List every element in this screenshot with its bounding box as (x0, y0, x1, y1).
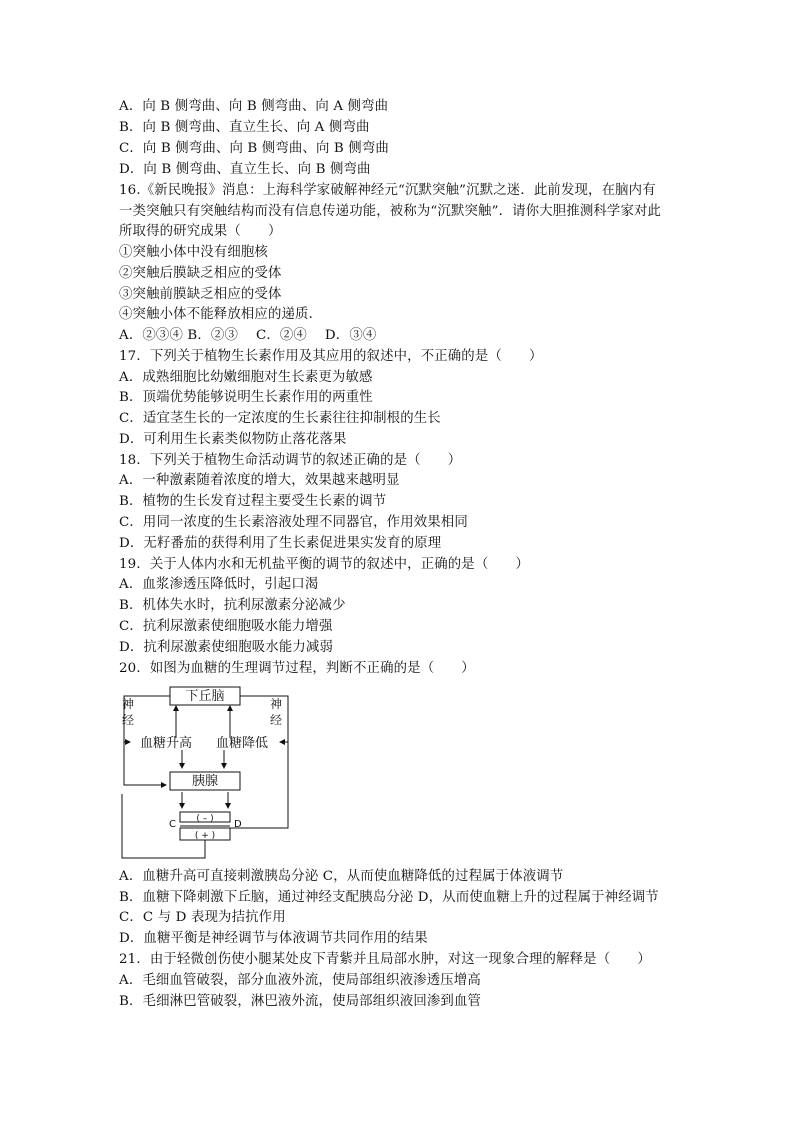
q19-option-b: B．机体失水时，抗利尿激素分泌减少 (119, 598, 346, 613)
q15-option-a: A．向 B 侧弯曲、向 B 侧弯曲、向 A 侧弯曲 (119, 99, 389, 114)
q20-stem: 20．如图为血糖的生理调节过程，判断不正确的是（ ） (119, 661, 475, 676)
pancreas-label: 胰腺 (191, 774, 219, 789)
q20-option-c: C．C 与 D 表现为拮抗作用 (119, 910, 286, 925)
q18-option-d: D．无籽番茄的获得利用了生长素促进果实发育的原理 (119, 536, 442, 551)
q16-statement-2: ②突触后膜缺乏相应的受体 (119, 266, 282, 281)
q21-option-b: B．毛细淋巴管破裂，淋巴液外流，使局部组织液回渗到血管 (119, 994, 482, 1009)
q16-statement-1: ①突触小体中没有细胞核 (119, 245, 268, 260)
q16-stem-line3: 所取得的研究成果（ ） (119, 224, 282, 239)
q18-option-c: C．用同一浓度的生长素溶液处理不同器官，作用效果相同 (119, 515, 468, 530)
q15-option-c: C．向 B 侧弯曲、向 B 侧弯曲、向 B 侧弯曲 (119, 141, 389, 156)
glucose-high-label: 血糖升高 (139, 736, 193, 751)
hormone-c-label: C (169, 819, 176, 830)
q17-option-c: C．适宜茎生长的一定浓度的生长素往往抑制根的生长 (119, 411, 441, 426)
q15-option-b: B．向 B 侧弯曲、直立生长、向 A 侧弯曲 (119, 120, 370, 135)
q19-option-c: C．抗利尿激素使细胞吸水能力增强 (119, 619, 333, 634)
nerve-right-char1: 神 (269, 697, 283, 711)
q16-stem-line1: 16.《新民晚报》消息：上海科学家破解神经元“沉默突触”沉默之迷．此前发现，在脑内有 (119, 183, 656, 198)
q20-option-d: D．血糖平衡是神经调节与体液调节共同作用的结果 (119, 931, 428, 946)
q16-statement-3: ③突触前膜缺乏相应的受体 (119, 287, 282, 302)
hypothalamus-label: 下丘脑 (185, 689, 225, 704)
blood-glucose-diagram (118, 686, 298, 862)
q16-statement-4: ④突触小体不能释放相应的递质． (119, 307, 323, 322)
hormone-minus-label: ( – ) (196, 814, 214, 824)
q20-option-b: B．血糖下降刺激下丘脑，通过神经支配胰岛分泌 D，从而使血糖上升的过程属于神经调节 (119, 890, 659, 905)
nerve-left-char2: 经 (121, 713, 135, 727)
glucose-low-label: 血糖降低 (215, 736, 269, 751)
q17-stem: 17．下列关于植物生长素作用及其应用的叙述中，不正确的是（ ） (119, 349, 543, 364)
q17-option-a: A．成熟细胞比幼嫩细胞对生长素更为敏感 (119, 370, 373, 385)
nerve-right-char2: 经 (269, 713, 283, 727)
q16-stem-line2: 一类突触只有突触结构而没有信息传递功能，被称为“沉默突触”．请你大胆推测科学家对此 (119, 204, 662, 219)
hormone-plus-label: ( + ) (194, 831, 216, 841)
hormone-d-label: D (234, 819, 242, 830)
q17-option-b: B．顶端优势能够说明生长素作用的两重性 (119, 390, 373, 405)
q19-option-d: D．抗利尿激素使细胞吸水能力减弱 (119, 640, 333, 655)
q18-option-a: A．一种激素随着浓度的增大，效果越来越明显 (119, 473, 400, 488)
q19-option-a: A．血浆渗透压降低时，引起口渴 (119, 577, 319, 592)
q16-options: A．②③④ B．②③ C．②④ D．③④ (119, 328, 377, 343)
q21-option-a: A．毛细血管破裂，部分血液外流，使局部组织液渗透压增高 (119, 973, 481, 988)
q18-option-b: B．植物的生长发育过程主要受生长素的调节 (119, 494, 387, 509)
q15-option-d: D．向 B 侧弯曲、直立生长、向 B 侧弯曲 (119, 162, 371, 177)
q18-stem: 18．下列关于植物生命活动调节的叙述正确的是（ ） (119, 453, 462, 468)
q17-option-d: D．可利用生长素类似物防止落花落果 (119, 432, 347, 447)
nerve-left-char1: 神 (121, 697, 135, 711)
q21-stem: 21．由于轻微创伤使小腿某处皮下青紫并且局部水肿，对这一现象合理的解释是（ ） (119, 952, 651, 967)
q20-option-a: A．血糖升高可直接刺激胰岛分泌 C，从而使血糖降低的过程属于体液调节 (119, 869, 564, 884)
q19-stem: 19．关于人体内水和无机盐平衡的调节的叙述中，正确的是（ ） (119, 557, 530, 572)
